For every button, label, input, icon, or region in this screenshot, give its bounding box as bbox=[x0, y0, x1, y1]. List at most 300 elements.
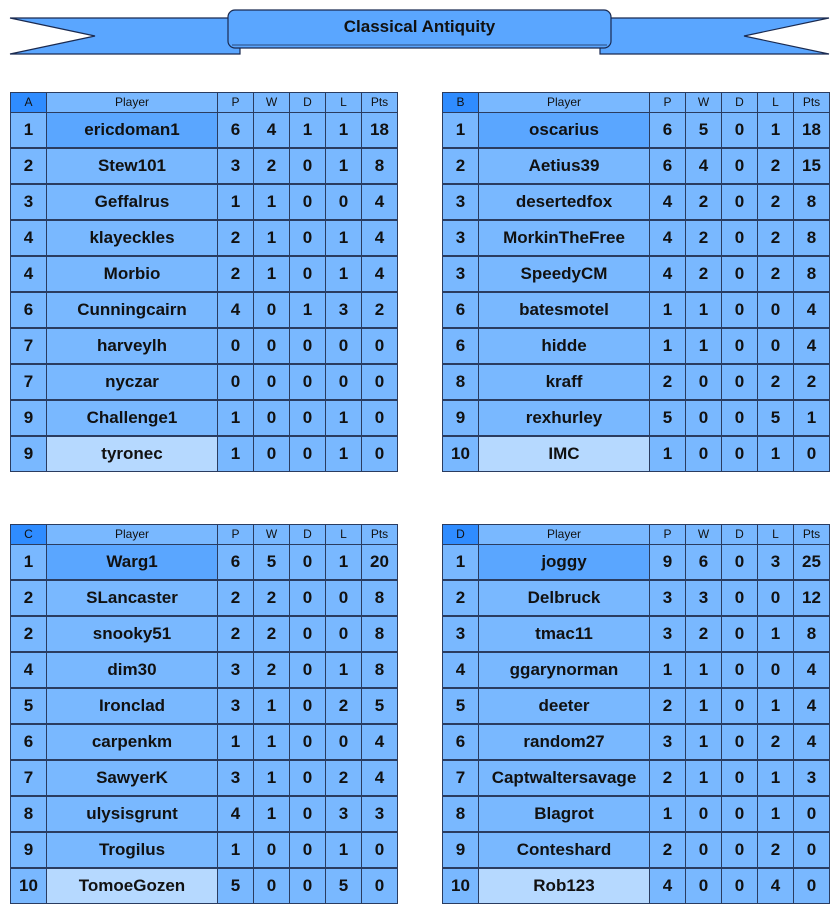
table-cell-player: SLancaster bbox=[46, 580, 218, 616]
table-cell-points: 4 bbox=[793, 688, 830, 724]
table-cell-lost: 2 bbox=[757, 724, 794, 760]
table-cell-player: Stew101 bbox=[46, 148, 218, 184]
column-header-won: W bbox=[685, 524, 722, 545]
table-cell-lost: 0 bbox=[757, 652, 794, 688]
table-cell-position: 2 bbox=[442, 580, 479, 616]
table-cell-player: hidde bbox=[478, 328, 650, 364]
table-cell-position: 8 bbox=[442, 364, 479, 400]
table-cell-player: Challenge1 bbox=[46, 400, 218, 436]
table-cell-played: 3 bbox=[217, 148, 254, 184]
table-cell-drawn: 0 bbox=[289, 148, 326, 184]
table-cell-lost: 1 bbox=[325, 400, 362, 436]
table-cell-player: tmac11 bbox=[478, 616, 650, 652]
table-cell-player: batesmotel bbox=[478, 292, 650, 328]
table-cell-drawn: 0 bbox=[721, 724, 758, 760]
table-cell-position: 10 bbox=[10, 868, 47, 904]
table-cell-won: 1 bbox=[253, 688, 290, 724]
table-cell-position: 7 bbox=[10, 328, 47, 364]
table-cell-drawn: 0 bbox=[289, 328, 326, 364]
table-cell-drawn: 0 bbox=[289, 256, 326, 292]
table-cell-points: 15 bbox=[793, 148, 830, 184]
table-cell-position: 7 bbox=[10, 364, 47, 400]
table-cell-won: 2 bbox=[685, 256, 722, 292]
table-cell-points: 4 bbox=[361, 184, 398, 220]
table-cell-position: 2 bbox=[10, 580, 47, 616]
table-cell-won: 6 bbox=[685, 544, 722, 580]
table-cell-played: 0 bbox=[217, 364, 254, 400]
column-header-played: P bbox=[217, 92, 254, 113]
table-cell-won: 0 bbox=[253, 400, 290, 436]
table-cell-played: 9 bbox=[649, 544, 686, 580]
table-cell-lost: 2 bbox=[757, 148, 794, 184]
table-cell-player: MorkinTheFree bbox=[478, 220, 650, 256]
table-cell-player: Captwaltersavage bbox=[478, 760, 650, 796]
table-cell-drawn: 0 bbox=[721, 112, 758, 148]
table-cell-player: Ironclad bbox=[46, 688, 218, 724]
table-cell-lost: 1 bbox=[757, 436, 794, 472]
column-header-played: P bbox=[649, 92, 686, 113]
column-header-lost: L bbox=[325, 524, 362, 545]
table-cell-position: 3 bbox=[442, 616, 479, 652]
table-cell-lost: 2 bbox=[757, 832, 794, 868]
table-cell-drawn: 0 bbox=[721, 832, 758, 868]
table-cell-played: 3 bbox=[649, 616, 686, 652]
table-cell-won: 1 bbox=[685, 328, 722, 364]
table-cell-position: 4 bbox=[10, 220, 47, 256]
table-cell-drawn: 0 bbox=[289, 436, 326, 472]
table-cell-player: kraff bbox=[478, 364, 650, 400]
table-cell-position: 10 bbox=[442, 868, 479, 904]
table-cell-lost: 5 bbox=[757, 400, 794, 436]
table-cell-position: 9 bbox=[442, 832, 479, 868]
table-cell-lost: 1 bbox=[757, 796, 794, 832]
table-cell-won: 1 bbox=[685, 688, 722, 724]
table-cell-position: 9 bbox=[10, 436, 47, 472]
table-cell-won: 0 bbox=[685, 400, 722, 436]
column-header-lost: L bbox=[757, 92, 794, 113]
table-cell-played: 3 bbox=[217, 760, 254, 796]
table-cell-played: 2 bbox=[649, 760, 686, 796]
table-cell-position: 2 bbox=[442, 148, 479, 184]
table-cell-drawn: 0 bbox=[721, 760, 758, 796]
table-cell-won: 1 bbox=[253, 760, 290, 796]
table-cell-points: 4 bbox=[361, 760, 398, 796]
table-cell-played: 2 bbox=[649, 364, 686, 400]
table-cell-lost: 2 bbox=[757, 220, 794, 256]
table-cell-position: 8 bbox=[10, 796, 47, 832]
table-cell-played: 1 bbox=[649, 652, 686, 688]
table-cell-position: 3 bbox=[442, 184, 479, 220]
table-cell-drawn: 0 bbox=[289, 688, 326, 724]
table-cell-player: deeter bbox=[478, 688, 650, 724]
table-cell-played: 2 bbox=[649, 832, 686, 868]
table-cell-points: 8 bbox=[361, 616, 398, 652]
table-cell-lost: 3 bbox=[325, 796, 362, 832]
table-cell-points: 8 bbox=[793, 616, 830, 652]
table-cell-player: Geffalrus bbox=[46, 184, 218, 220]
table-cell-played: 4 bbox=[649, 220, 686, 256]
table-cell-drawn: 0 bbox=[289, 796, 326, 832]
table-cell-player: rexhurley bbox=[478, 400, 650, 436]
table-cell-played: 3 bbox=[649, 580, 686, 616]
table-cell-points: 0 bbox=[361, 328, 398, 364]
table-cell-drawn: 0 bbox=[289, 364, 326, 400]
table-cell-played: 2 bbox=[649, 688, 686, 724]
table-cell-won: 0 bbox=[253, 292, 290, 328]
table-cell-won: 1 bbox=[253, 256, 290, 292]
table-cell-won: 0 bbox=[253, 436, 290, 472]
table-cell-won: 0 bbox=[253, 868, 290, 904]
table-cell-lost: 3 bbox=[757, 544, 794, 580]
table-cell-points: 5 bbox=[361, 688, 398, 724]
group-letter: A bbox=[10, 92, 47, 113]
table-cell-lost: 0 bbox=[757, 292, 794, 328]
table-cell-player: Warg1 bbox=[46, 544, 218, 580]
table-cell-lost: 0 bbox=[325, 364, 362, 400]
table-cell-won: 0 bbox=[253, 364, 290, 400]
table-cell-player: nyczar bbox=[46, 364, 218, 400]
table-cell-won: 1 bbox=[253, 184, 290, 220]
table-cell-won: 0 bbox=[685, 832, 722, 868]
table-cell-points: 3 bbox=[361, 796, 398, 832]
table-cell-player: Cunningcairn bbox=[46, 292, 218, 328]
column-header-lost: L bbox=[325, 92, 362, 113]
table-cell-points: 4 bbox=[361, 256, 398, 292]
table-cell-points: 0 bbox=[361, 400, 398, 436]
table-cell-points: 25 bbox=[793, 544, 830, 580]
table-cell-lost: 0 bbox=[325, 724, 362, 760]
table-cell-lost: 3 bbox=[325, 292, 362, 328]
table-cell-drawn: 0 bbox=[721, 184, 758, 220]
table-cell-played: 1 bbox=[217, 436, 254, 472]
table-cell-position: 1 bbox=[10, 112, 47, 148]
table-cell-won: 1 bbox=[685, 292, 722, 328]
table-cell-won: 1 bbox=[253, 796, 290, 832]
column-header-drawn: D bbox=[721, 92, 758, 113]
table-cell-drawn: 0 bbox=[721, 364, 758, 400]
table-cell-played: 5 bbox=[217, 868, 254, 904]
table-cell-played: 6 bbox=[649, 112, 686, 148]
table-cell-player: harveylh bbox=[46, 328, 218, 364]
table-cell-won: 0 bbox=[685, 796, 722, 832]
table-cell-lost: 1 bbox=[757, 688, 794, 724]
table-cell-played: 3 bbox=[217, 652, 254, 688]
table-cell-points: 8 bbox=[793, 256, 830, 292]
table-cell-player: random27 bbox=[478, 724, 650, 760]
table-cell-points: 0 bbox=[361, 436, 398, 472]
table-cell-player: Rob123 bbox=[478, 868, 650, 904]
table-cell-position: 2 bbox=[10, 616, 47, 652]
table-cell-played: 6 bbox=[649, 148, 686, 184]
table-cell-position: 6 bbox=[10, 724, 47, 760]
table-cell-player: carpenkm bbox=[46, 724, 218, 760]
table-cell-played: 1 bbox=[217, 832, 254, 868]
table-cell-won: 0 bbox=[685, 364, 722, 400]
table-cell-played: 2 bbox=[217, 256, 254, 292]
table-cell-player: oscarius bbox=[478, 112, 650, 148]
table-cell-lost: 1 bbox=[325, 220, 362, 256]
table-cell-lost: 1 bbox=[325, 436, 362, 472]
table-cell-won: 4 bbox=[685, 148, 722, 184]
table-cell-played: 4 bbox=[217, 292, 254, 328]
table-cell-drawn: 0 bbox=[721, 868, 758, 904]
table-cell-points: 4 bbox=[361, 220, 398, 256]
table-cell-points: 8 bbox=[361, 148, 398, 184]
table-cell-drawn: 0 bbox=[721, 796, 758, 832]
table-cell-player: klayeckles bbox=[46, 220, 218, 256]
table-cell-points: 18 bbox=[361, 112, 398, 148]
table-cell-lost: 1 bbox=[757, 616, 794, 652]
table-cell-points: 0 bbox=[361, 364, 398, 400]
table-cell-player: IMC bbox=[478, 436, 650, 472]
table-cell-won: 0 bbox=[253, 328, 290, 364]
table-cell-won: 2 bbox=[253, 580, 290, 616]
table-cell-points: 8 bbox=[361, 652, 398, 688]
table-cell-position: 1 bbox=[442, 544, 479, 580]
group-letter: D bbox=[442, 524, 479, 545]
table-cell-won: 1 bbox=[685, 724, 722, 760]
table-cell-lost: 1 bbox=[757, 760, 794, 796]
table-cell-points: 4 bbox=[793, 292, 830, 328]
table-cell-played: 3 bbox=[649, 724, 686, 760]
table-cell-position: 3 bbox=[442, 220, 479, 256]
table-cell-points: 0 bbox=[793, 868, 830, 904]
table-cell-points: 0 bbox=[361, 868, 398, 904]
table-cell-points: 4 bbox=[793, 328, 830, 364]
table-cell-played: 4 bbox=[649, 184, 686, 220]
table-cell-lost: 0 bbox=[757, 580, 794, 616]
column-header-lost: L bbox=[757, 524, 794, 545]
table-cell-lost: 0 bbox=[325, 616, 362, 652]
table-cell-drawn: 1 bbox=[289, 292, 326, 328]
table-cell-position: 1 bbox=[10, 544, 47, 580]
table-cell-won: 5 bbox=[253, 544, 290, 580]
table-cell-position: 9 bbox=[10, 400, 47, 436]
table-cell-drawn: 0 bbox=[289, 220, 326, 256]
table-cell-played: 1 bbox=[217, 184, 254, 220]
table-cell-points: 20 bbox=[361, 544, 398, 580]
table-cell-lost: 0 bbox=[757, 328, 794, 364]
table-cell-won: 1 bbox=[685, 760, 722, 796]
table-cell-lost: 0 bbox=[325, 184, 362, 220]
table-cell-player: Conteshard bbox=[478, 832, 650, 868]
table-cell-points: 0 bbox=[793, 436, 830, 472]
page-title: Classical Antiquity bbox=[343, 17, 496, 36]
table-cell-lost: 2 bbox=[325, 760, 362, 796]
table-cell-points: 18 bbox=[793, 112, 830, 148]
column-header-points: Pts bbox=[361, 92, 398, 113]
table-cell-won: 2 bbox=[685, 184, 722, 220]
column-header-played: P bbox=[217, 524, 254, 545]
table-cell-position: 7 bbox=[10, 760, 47, 796]
table-cell-position: 6 bbox=[442, 724, 479, 760]
table-cell-drawn: 0 bbox=[721, 616, 758, 652]
table-cell-drawn: 0 bbox=[721, 256, 758, 292]
table-cell-drawn: 0 bbox=[721, 580, 758, 616]
table-cell-drawn: 0 bbox=[289, 868, 326, 904]
table-cell-played: 0 bbox=[217, 328, 254, 364]
table-cell-played: 1 bbox=[649, 796, 686, 832]
column-header-won: W bbox=[685, 92, 722, 113]
table-cell-points: 4 bbox=[793, 652, 830, 688]
column-header-drawn: D bbox=[289, 92, 326, 113]
table-cell-points: 8 bbox=[793, 184, 830, 220]
table-cell-points: 2 bbox=[361, 292, 398, 328]
table-cell-drawn: 0 bbox=[721, 400, 758, 436]
table-cell-won: 1 bbox=[253, 724, 290, 760]
table-cell-played: 2 bbox=[217, 220, 254, 256]
table-cell-drawn: 0 bbox=[289, 616, 326, 652]
column-header-points: Pts bbox=[793, 524, 830, 545]
table-cell-lost: 1 bbox=[325, 652, 362, 688]
table-cell-lost: 2 bbox=[757, 256, 794, 292]
table-cell-drawn: 0 bbox=[721, 688, 758, 724]
table-cell-points: 1 bbox=[793, 400, 830, 436]
table-cell-won: 2 bbox=[253, 148, 290, 184]
table-cell-position: 10 bbox=[442, 436, 479, 472]
table-cell-drawn: 0 bbox=[721, 652, 758, 688]
table-cell-player: SpeedyCM bbox=[478, 256, 650, 292]
table-cell-position: 4 bbox=[10, 652, 47, 688]
table-cell-position: 9 bbox=[442, 400, 479, 436]
table-cell-played: 1 bbox=[217, 400, 254, 436]
table-cell-points: 0 bbox=[361, 832, 398, 868]
table-cell-played: 1 bbox=[649, 328, 686, 364]
column-header-player: Player bbox=[46, 92, 218, 113]
table-cell-won: 0 bbox=[685, 436, 722, 472]
table-cell-position: 5 bbox=[10, 688, 47, 724]
group-letter: B bbox=[442, 92, 479, 113]
table-cell-won: 4 bbox=[253, 112, 290, 148]
table-cell-position: 6 bbox=[442, 328, 479, 364]
table-cell-position: 6 bbox=[442, 292, 479, 328]
table-cell-position: 9 bbox=[10, 832, 47, 868]
column-header-points: Pts bbox=[361, 524, 398, 545]
table-cell-lost: 1 bbox=[325, 832, 362, 868]
table-cell-drawn: 0 bbox=[289, 400, 326, 436]
table-cell-position: 5 bbox=[442, 688, 479, 724]
table-cell-won: 3 bbox=[685, 580, 722, 616]
table-cell-position: 4 bbox=[442, 652, 479, 688]
table-cell-lost: 1 bbox=[325, 148, 362, 184]
table-cell-drawn: 1 bbox=[289, 112, 326, 148]
column-header-player: Player bbox=[478, 524, 650, 545]
table-cell-points: 0 bbox=[793, 832, 830, 868]
table-cell-player: Aetius39 bbox=[478, 148, 650, 184]
table-cell-player: snooky51 bbox=[46, 616, 218, 652]
table-cell-won: 1 bbox=[253, 220, 290, 256]
column-header-drawn: D bbox=[289, 524, 326, 545]
table-cell-won: 0 bbox=[685, 868, 722, 904]
table-cell-lost: 4 bbox=[757, 868, 794, 904]
table-cell-drawn: 0 bbox=[289, 724, 326, 760]
table-cell-player: ulysisgrunt bbox=[46, 796, 218, 832]
table-cell-player: ggarynorman bbox=[478, 652, 650, 688]
column-header-player: Player bbox=[478, 92, 650, 113]
table-cell-player: joggy bbox=[478, 544, 650, 580]
column-header-drawn: D bbox=[721, 524, 758, 545]
table-cell-played: 4 bbox=[649, 868, 686, 904]
table-cell-points: 4 bbox=[793, 724, 830, 760]
table-cell-player: desertedfox bbox=[478, 184, 650, 220]
table-cell-lost: 2 bbox=[325, 688, 362, 724]
table-cell-position: 7 bbox=[442, 760, 479, 796]
table-cell-played: 5 bbox=[649, 400, 686, 436]
table-cell-drawn: 0 bbox=[289, 184, 326, 220]
table-cell-drawn: 0 bbox=[289, 652, 326, 688]
table-cell-player: Trogilus bbox=[46, 832, 218, 868]
table-cell-won: 5 bbox=[685, 112, 722, 148]
table-cell-points: 2 bbox=[793, 364, 830, 400]
column-header-won: W bbox=[253, 92, 290, 113]
column-header-player: Player bbox=[46, 524, 218, 545]
group-letter: C bbox=[10, 524, 47, 545]
table-cell-played: 1 bbox=[217, 724, 254, 760]
table-cell-lost: 0 bbox=[325, 328, 362, 364]
table-cell-played: 1 bbox=[649, 436, 686, 472]
table-cell-played: 3 bbox=[217, 688, 254, 724]
table-cell-player: tyronec bbox=[46, 436, 218, 472]
table-cell-lost: 2 bbox=[757, 364, 794, 400]
table-cell-position: 6 bbox=[10, 292, 47, 328]
table-cell-played: 2 bbox=[217, 580, 254, 616]
table-cell-won: 2 bbox=[253, 652, 290, 688]
table-cell-lost: 1 bbox=[325, 544, 362, 580]
table-cell-position: 8 bbox=[442, 796, 479, 832]
table-cell-drawn: 0 bbox=[721, 148, 758, 184]
table-cell-drawn: 0 bbox=[289, 760, 326, 796]
table-cell-won: 1 bbox=[685, 652, 722, 688]
table-cell-points: 8 bbox=[793, 220, 830, 256]
table-cell-drawn: 0 bbox=[721, 220, 758, 256]
table-cell-lost: 5 bbox=[325, 868, 362, 904]
table-cell-played: 4 bbox=[649, 256, 686, 292]
table-cell-points: 12 bbox=[793, 580, 830, 616]
table-cell-points: 4 bbox=[361, 724, 398, 760]
table-cell-player: Morbio bbox=[46, 256, 218, 292]
table-cell-drawn: 0 bbox=[289, 832, 326, 868]
table-cell-lost: 0 bbox=[325, 580, 362, 616]
table-cell-won: 2 bbox=[685, 616, 722, 652]
table-cell-drawn: 0 bbox=[721, 292, 758, 328]
table-cell-position: 2 bbox=[10, 148, 47, 184]
table-cell-player: SawyerK bbox=[46, 760, 218, 796]
table-cell-player: dim30 bbox=[46, 652, 218, 688]
table-cell-player: TomoeGozen bbox=[46, 868, 218, 904]
table-cell-lost: 1 bbox=[757, 112, 794, 148]
table-cell-drawn: 0 bbox=[289, 544, 326, 580]
table-cell-player: ericdoman1 bbox=[46, 112, 218, 148]
table-cell-points: 3 bbox=[793, 760, 830, 796]
table-cell-played: 2 bbox=[217, 616, 254, 652]
table-cell-played: 4 bbox=[217, 796, 254, 832]
table-cell-position: 4 bbox=[10, 256, 47, 292]
table-cell-played: 6 bbox=[217, 544, 254, 580]
table-cell-player: Delbruck bbox=[478, 580, 650, 616]
table-cell-points: 8 bbox=[361, 580, 398, 616]
table-cell-lost: 1 bbox=[325, 112, 362, 148]
table-cell-won: 0 bbox=[253, 832, 290, 868]
table-cell-drawn: 0 bbox=[721, 544, 758, 580]
table-cell-played: 1 bbox=[649, 292, 686, 328]
table-cell-drawn: 0 bbox=[289, 580, 326, 616]
table-cell-lost: 1 bbox=[325, 256, 362, 292]
title-banner bbox=[0, 0, 839, 70]
table-cell-player: Blagrot bbox=[478, 796, 650, 832]
table-cell-drawn: 0 bbox=[721, 328, 758, 364]
table-cell-won: 2 bbox=[253, 616, 290, 652]
table-cell-drawn: 0 bbox=[721, 436, 758, 472]
